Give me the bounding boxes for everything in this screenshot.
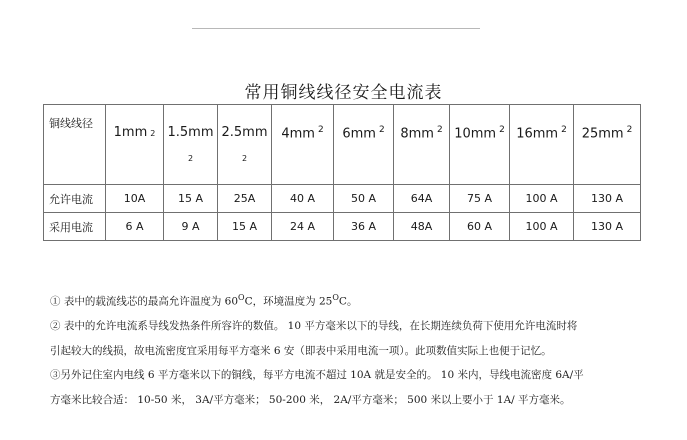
note-text: C，环境温度为 25: [244, 295, 333, 308]
size-header: [574, 105, 641, 185]
table-cell: 130 A: [574, 185, 641, 213]
size-header: [394, 105, 450, 185]
table-cell: 60 A: [450, 213, 510, 241]
note-1: [50, 286, 650, 314]
header-label: 铜线线径: [44, 105, 106, 185]
note-3-line-1: ③另外记住室内电线 6 平方毫米以下的铜线，每平方电流不超过 10A 就是安全的。 10 米内，导线电流密度 6A/平: [50, 369, 584, 381]
table-cell: 9 A: [164, 213, 218, 241]
size-exp: 2: [626, 125, 633, 135]
table-row-allowed-current: [44, 185, 641, 213]
size-exp: 2: [561, 125, 567, 135]
degree-mark: O: [238, 293, 245, 302]
size-exp: 2: [317, 125, 324, 135]
size-main: 1.5mm: [167, 125, 214, 140]
table-cell: 10A: [106, 185, 164, 213]
row-label: 采用电流: [44, 213, 106, 241]
size-main: 1mm: [113, 125, 148, 140]
top-rule: [192, 28, 480, 29]
size-main: 4mm: [281, 126, 315, 142]
size-exp: 2: [499, 125, 505, 135]
size-exp: 2: [187, 154, 194, 163]
size-header: [106, 105, 164, 185]
note-2-line-2: 引起较大的线损，故电流密度宜采用每平方毫米 6 安（即表中采用电流一项）。此项数值实际上也便于记忆。: [50, 344, 552, 357]
size-header: [218, 105, 272, 185]
table-cell: 6 A: [106, 213, 164, 241]
table-row-used-current: [44, 213, 641, 241]
table-cell: 75 A: [450, 185, 510, 213]
size-exp: 2: [241, 154, 248, 163]
notes: [50, 286, 650, 412]
size-header: [510, 105, 574, 185]
table-cell: 40 A: [272, 185, 334, 213]
table-cell: 15 A: [218, 213, 272, 241]
note-text: C。: [338, 295, 358, 308]
note-text: ① 表中的载流线芯的最高允许温度为 60: [50, 295, 239, 308]
size-header: [334, 105, 394, 185]
size-main: 10mm: [454, 126, 497, 142]
size-exp: 2: [436, 125, 443, 135]
size-main: 25mm: [581, 126, 624, 142]
size-exp: 2: [378, 125, 385, 135]
size-exp: 2: [150, 129, 156, 138]
size-header: [272, 105, 334, 185]
table-cell: 15 A: [164, 185, 218, 213]
row-label: 允许电流: [44, 185, 106, 213]
size-main: 2.5mm: [221, 125, 268, 140]
degree-mark: O: [332, 293, 339, 302]
table-cell: 100 A: [510, 185, 574, 213]
size-main: 16mm: [516, 126, 559, 142]
page-title: 常用铜线线径安全电流表: [244, 83, 443, 103]
table-cell: 25A: [218, 185, 272, 213]
table-cell: 64A: [394, 185, 450, 213]
table-cell: 24 A: [272, 213, 334, 241]
table-cell: 100 A: [510, 213, 574, 241]
table-cell: 130 A: [574, 213, 641, 241]
size-main: 8mm: [400, 126, 434, 142]
note-3-line-2: 方毫米比较合适： 10-50 米， 3A/平方毫米； 50-200 米， 2A/平方毫米； 500 米以上要小于 1A/ 平方毫米。: [50, 393, 571, 406]
table-cell: 48A: [394, 213, 450, 241]
table-cell: 50 A: [334, 185, 394, 213]
size-header: [164, 105, 218, 185]
size-main: 6mm: [342, 126, 376, 142]
table-header-row: [44, 105, 641, 185]
note-2-line-1: ② 表中的允许电流系导线发热条件所容许的数值。 10 平方毫米以下的导线，在长期连续负荷下使用允许电流时将: [50, 320, 578, 332]
current-table: [43, 104, 641, 241]
size-header: [450, 105, 510, 185]
table-cell: 36 A: [334, 213, 394, 241]
